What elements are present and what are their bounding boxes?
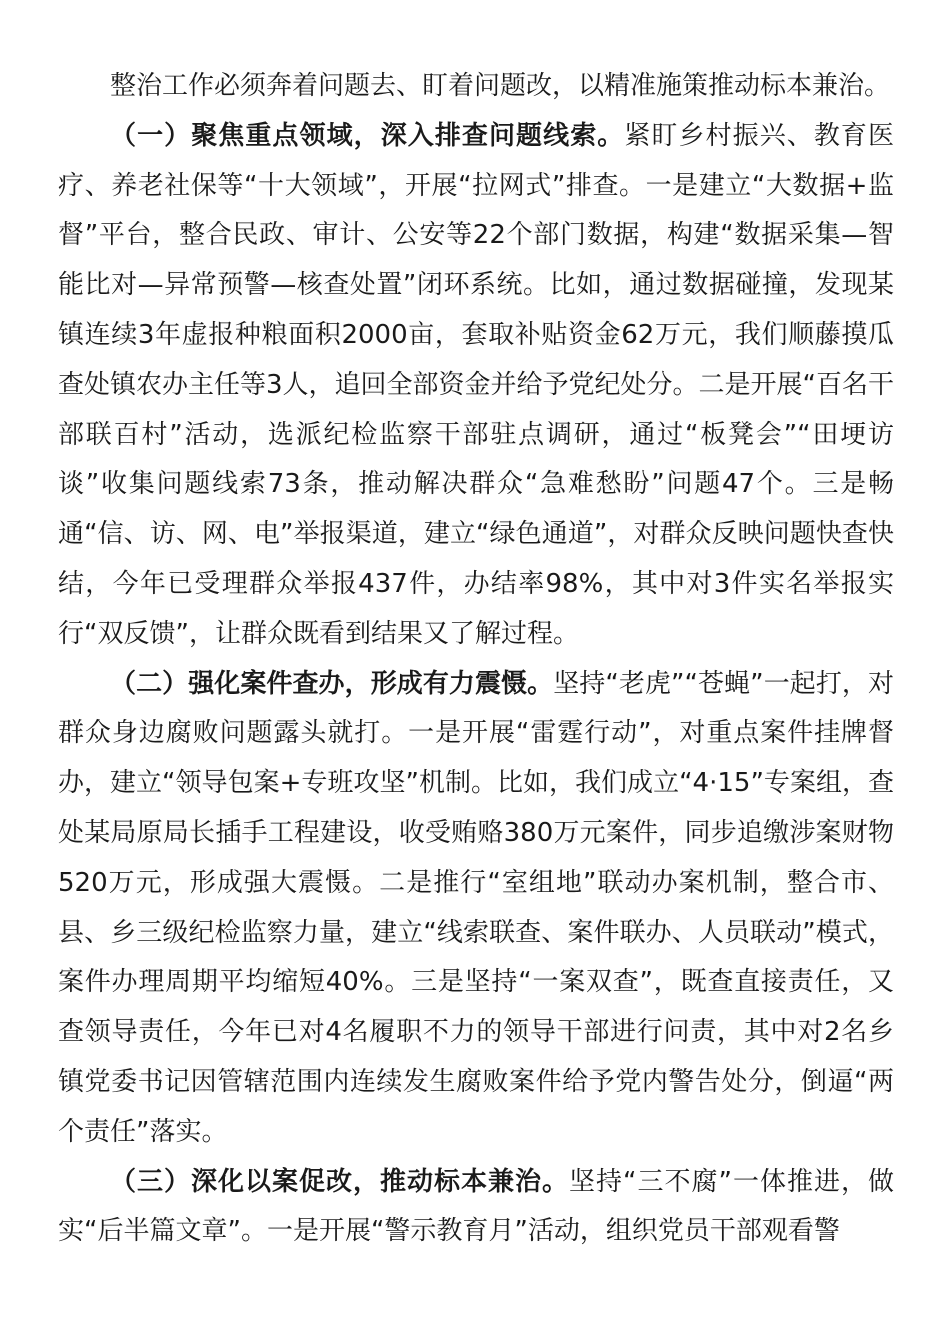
section-1-paragraph: [58, 112, 894, 660]
section-3-text: 坚持“三不腐”一体推进，做实“后半篇文章”。一是开展“警示教育月”活动，组织党员干部观看警: [58, 1166, 894, 1247]
section-2-heading: （二）强化案件查办，形成有力震慑。: [110, 668, 554, 699]
section-1-text: 紧盯乡村振兴、教育医疗、养老社保等“十大领域”，开展“拉网式”排查。一是建立“大数据+监督”平台，整合民政、审计、公安等22个部门数据，构建“数据采集—智能比对—异常预警—核查处置”闭环系统。比如，通过数据碰撞，发现某镇连续3年虚报种粮面积2000亩，套取补贴资金62万元，我们顺藤摸瓜查处镇农办主任等3人，追回全部资金并给予党纪处分。二是开展“百名干部联百村”活动，选派纪检监察干部驻点调研，通过“板凳会”“田埂访谈”收集问题线索73条，推动解决群众“急难愁盼”问题47个。三是畅通“信、访、网、电”举报渠道，建立“绿色通道”，对群众反映问题快查快结，今年已受理群众举报437件，办结率98%，其中对3件实名举报实行“双反馈”，让群众既看到结果又了解过程。: [58, 120, 895, 649]
section-3-paragraph: [58, 1158, 894, 1258]
section-1-heading: （一）聚焦重点领域，深入排查问题线索。: [110, 120, 625, 151]
intro-paragraph: [58, 62, 894, 112]
section-3-heading: （三）深化以案促改，推动标本兼治。: [110, 1166, 570, 1197]
section-2-paragraph: [58, 660, 894, 1158]
section-2-text: 坚持“老虎”“苍蝇”一起打，对群众身边腐败问题露头就打。一是开展“雷霆行动”，对重点案件挂牌督办，建立“领导包案+专班攻坚”机制。比如，我们成立“4·15”专案组，查处某局原局长插手工程建设，收受贿赂380万元案件，同步追缴涉案财物520万元，形成强大震慑。二是推行“室组地”联动办案机制，整合市、县、乡三级纪检监察力量，建立“线索联查、案件联办、人员联动”模式，案件办理周期平均缩短40%。三是坚持“一案双查”，既查直接责任，又查领导责任，今年已对4名履职不力的领导干部进行问责，其中对2名乡镇党委书记因管辖范围内连续发生腐败案件给予党内警告处分，倒逼“两个责任”落实。: [58, 668, 894, 1147]
intro-text: 整治工作必须奔着问题去、盯着问题改，以精准施策推动标本兼治。: [110, 71, 891, 101]
document-body: [58, 62, 894, 1257]
